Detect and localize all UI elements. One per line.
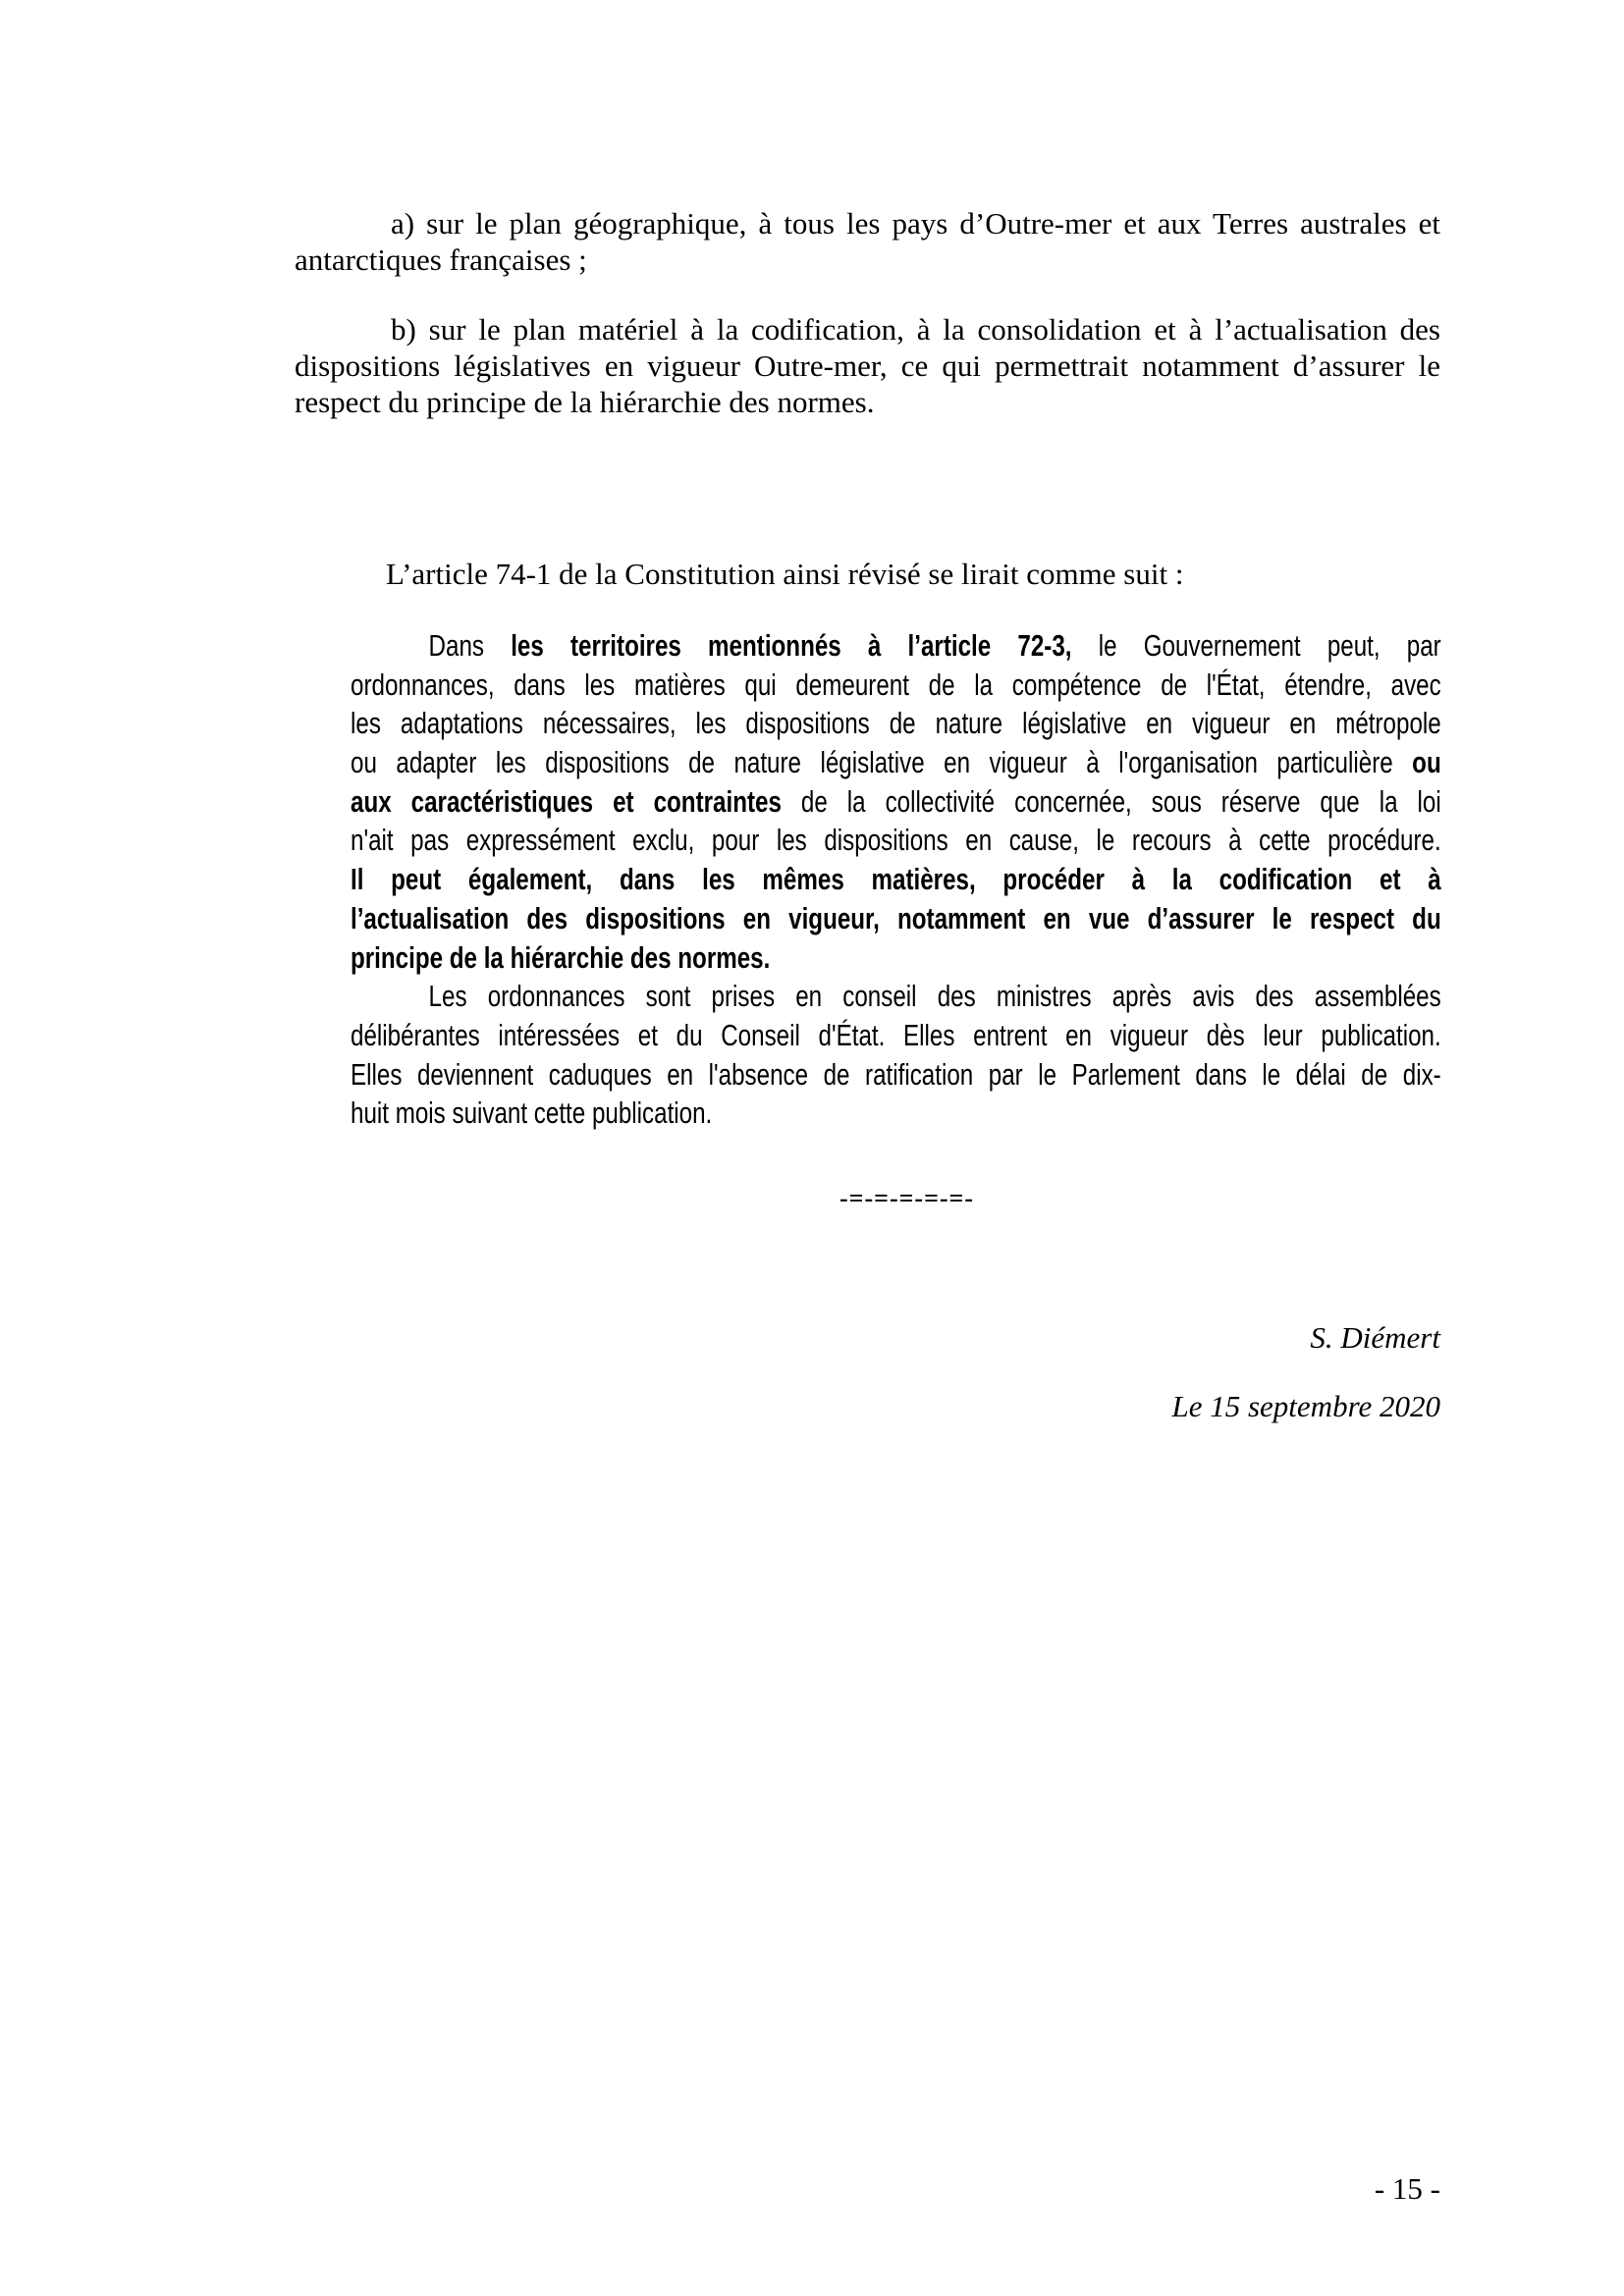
article-paragraph-1 — [351, 626, 1441, 977]
paragraph-b — [295, 311, 1440, 420]
text-line — [351, 666, 1441, 705]
text-line — [351, 704, 1441, 743]
text-line — [295, 347, 1440, 384]
text: Les ordonnances sont prises en conseil des ministres après avis des assemblées — [428, 979, 1441, 1014]
text: délibérantes intéressées et du Conseil d'État. Elles entrent en vigueur dès leur publication. — [351, 1017, 1441, 1052]
text-line — [295, 241, 1440, 278]
text-line — [295, 205, 1440, 241]
section-separator: -=-=-=-=-=- — [839, 1184, 975, 1212]
text-line — [351, 821, 1441, 860]
page-number: - 15 - — [1374, 2171, 1440, 2206]
text-line — [351, 626, 1441, 666]
text: dispositions législatives en vigueur Outre-mer, ce qui permettrait notamment d’assurer le — [295, 348, 1440, 383]
bold-text: l’actualisation des dispositions en vigueur, notamment en vue d’assurer le respect du — [351, 900, 1441, 935]
text-line — [351, 1094, 1441, 1133]
text: les adaptations nécessaires, les dispositions de nature législative en vigueur en métropole — [351, 706, 1441, 741]
text-line — [351, 860, 1441, 899]
bold-text: les territoires mentionnés à l’article 72-3, — [511, 628, 1072, 663]
bold-text: Il peut également, dans les mêmes matières, procéder à la codification et à — [351, 862, 1441, 897]
text-line — [351, 1055, 1441, 1095]
bold-text: principe de la hiérarchie des normes. — [351, 939, 771, 975]
text: huit mois suivant cette publication. — [351, 1095, 713, 1131]
text: n'ait pas expressément exclu, pour les dispositions en cause, le recours à cette procédure. — [351, 823, 1441, 858]
text-line — [351, 938, 1441, 978]
text: respect du principe de la hiérarchie des normes. — [295, 385, 875, 419]
bold-text: aux caractéristiques et contraintes — [351, 783, 782, 819]
text-line — [295, 311, 1440, 347]
text-line — [295, 384, 1440, 420]
text-line — [351, 743, 1441, 782]
paragraph-a — [295, 205, 1440, 278]
signature: S. Diémert — [1310, 1320, 1440, 1355]
text: le Gouvernement peut, par — [1071, 628, 1441, 663]
text-line — [351, 1016, 1441, 1055]
text: Dans — [428, 628, 512, 663]
text: antarctiques françaises ; — [295, 242, 587, 277]
text: ou adapter les dispositions de nature législative en vigueur à l'organisation particulière — [351, 745, 1413, 780]
bold-text: ou — [1412, 745, 1441, 780]
text-line — [351, 899, 1441, 938]
text: b) sur le plan matériel à la codification, à la consolidation et à l’actualisation des — [391, 312, 1440, 347]
text-line — [351, 782, 1441, 822]
text: de la collectivité concernée, sous réserve que la loi — [781, 783, 1441, 819]
article-text — [351, 626, 1441, 1133]
text: Elles deviennent caduques en l'absence de ratification par le Parlement dans le délai de dix- — [351, 1056, 1441, 1092]
text-line — [351, 977, 1441, 1016]
date: Le 15 septembre 2020 — [1171, 1389, 1440, 1423]
text: ordonnances, dans les matières qui demeurent de la compétence de l'État, étendre, avec — [351, 667, 1441, 702]
text: a) sur le plan géographique, à tous les pays d’Outre-mer et aux Terres australes et — [391, 206, 1440, 240]
article-paragraph-2 — [351, 977, 1441, 1133]
article-intro: L’article 74-1 de la Constitution ainsi révisé se lirait comme suit : — [386, 557, 1184, 591]
